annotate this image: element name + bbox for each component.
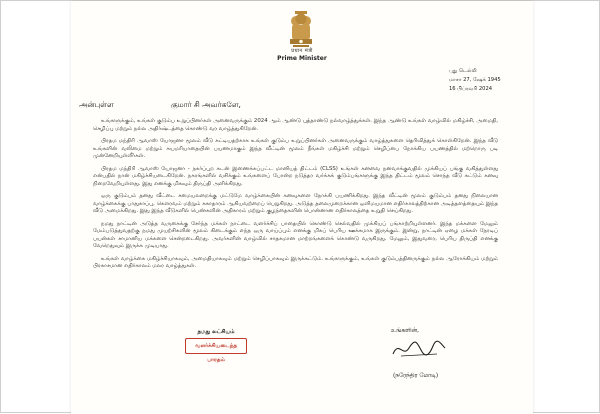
body-paragraph: உங்கள் வாழ்க்கை மகிழ்ச்சியாகவும், அமைதியாகவும் மற்றும் செழிப்பாகவும் இருக்கட்டும். உங்களுக்கும், உங்கள் குடும்பத்தினருக்கும் நல்ல ஆரோக்கியம் மற்றும் பிரகாசமான எதிர்காலம் மலர வாழ்த்துகள். — [93, 255, 498, 269]
signature-image — [389, 334, 449, 364]
place: புது டெல்லி — [449, 68, 477, 74]
office-title-english: Prime Minister — [277, 55, 327, 62]
salutation-greeting: அன்புள்ள — [79, 100, 114, 109]
saka-date: மாசா 27, ஷேக் 1945 — [449, 77, 501, 83]
letter-body — [93, 118, 498, 276]
closing-line: உங்களின், — [391, 328, 419, 334]
letter-page — [71, 1, 533, 414]
gregorian-date: 16 பிப்ரவரி 2024 — [449, 86, 493, 92]
body-paragraph: பிரதம மந்திரி ஆவாஸ் யோஜனா மூலம் வீடு கட்டியதற்காக உங்கள் குடும்ப உறுப்பினர்கள் அனைவருக்கும் வாழ்த்துகளை தெரிவித்துக் கொள்கிறேன். இந்த வீடு உங்களின் வலிமை மற்றும் சுயமரியாதையின் பயணமாகும் இந்த வீட்டின் மூலம் நீங்கள் மகிழ்ச்சி மற்றும் செழிப்பை நோக்கிய பயணத்தில் மற்றொரு படி முன்னேறியுள்ளீர்கள். — [93, 138, 498, 159]
slogan-top: நமது லட்சியம் — [197, 329, 235, 335]
body-paragraph: உங்களுக்கும், உங்கள் குடும்ப உறுப்பினர்கள் அனைவருக்கும் 2024 ஆம் ஆண்டு புத்தாண்டு நல்வாழ்த்துக்கள். இந்த ஆண்டு உங்கள் வாழ்வில் மகிழ்ச்சி, அமைதி, செழிப்பு மற்றும் நல்ல அதிர்ஷ்டத்தை கொண்டு வர வாழ்த்துகிறேன். — [93, 118, 498, 132]
signatory-name: (நரேந்திர மோடி) — [393, 373, 439, 379]
salutation-recipient: குமார் சி அவர்களே, — [171, 100, 241, 109]
body-paragraph: நமது நாட்டின் அடுத்த வருகைக்கு சேர்ந்த மக்கள் நாட்டை வளர்ச்சிப் பாதையில் கொண்டு செல்வதில் முக்கியப் பங்காற்றியுள்ளனர். இந்த மக்களை மேலும் மேம்படுத்துவதற்கு நமது முயற்சிகளின் மூலம் கிடைக்கும் எந்த ஒரு வாய்ப்பும் எனக்கு மிகப் பெரிய ஊக்கமாக இருக்கும். இன்று, நாட்டின் ஏழை மக்கள் நேரடிப் பயன்கள் சாமானிய மக்களை சென்றடைகிறது. அவர்களின் வாழ்வில் சாதகமான மாற்றங்களைக் கொண்டு வருகிறது. மேலும், இதுவரை, பெரிய திருப்தி எனக்கு வேறெதுவும் இருக்க முடியாது. — [93, 220, 498, 249]
slogan-badge — [185, 327, 247, 363]
slogan-bottom: வளர்ச்சியடைந்த பாரதம் — [185, 338, 247, 354]
place-date-block — [449, 67, 529, 94]
body-paragraph: பிரதம மந்திரி ஆவாஸ் யோஜனா - நகர்ப்புற கடன் இணைக்கப்பட்ட மானியத் திட்டம் (CLSS) உங்கள் கனவை நனவாக்குவதில் முக்கியப் பங்கு வகித்துள்ளது என்பதில் நான் மகிழ்ச்சியடைகிறேன். நகரங்களில் வசிக்கும் உங்களைப் போன்ற நடுத்தர வர்க்கக் குடும்பங்களுக்கு இந்த திட்டம் மூலம் சொந்த வீடு கட்டும் கனவு நிறைவேறியுள்ளது. இது எனக்கு மிகவும் திருப்தி அளிக்கிறது. — [93, 165, 498, 187]
office-title-hindi: प्रधान मंत्री — [291, 48, 313, 54]
body-paragraph: ஒரு குடும்பம் தனது வீட்டை சமையலறைக்கு மட்டுமே வாழ்க்கையின் கனவுகளை நோக்கி பயணிக்கிறது. இந்த வீட்டின் மூலம் குடும்பம் தனது நிலையான வாழ்க்கைக்கு பாதுகாப்பு, கௌரவம் மற்றும் சுகாதாரம் ஆகியவற்றைப் பெறுகிறது. அடுத்த தலைமுறைக்கான ஒளிமயமான எதிர்காலத்திற்கான அடித்தளத்தையும் இந்த வீடு அமைக்கிறது. இது இந்த வீடுகளில் பெண்களின் அதிகாரம் மற்றும் குழந்தைகளின் பொன்னான எதிர்காலத்தை உறுதி செய்கிறது. — [93, 193, 498, 214]
national-emblem-icon — [285, 9, 317, 53]
